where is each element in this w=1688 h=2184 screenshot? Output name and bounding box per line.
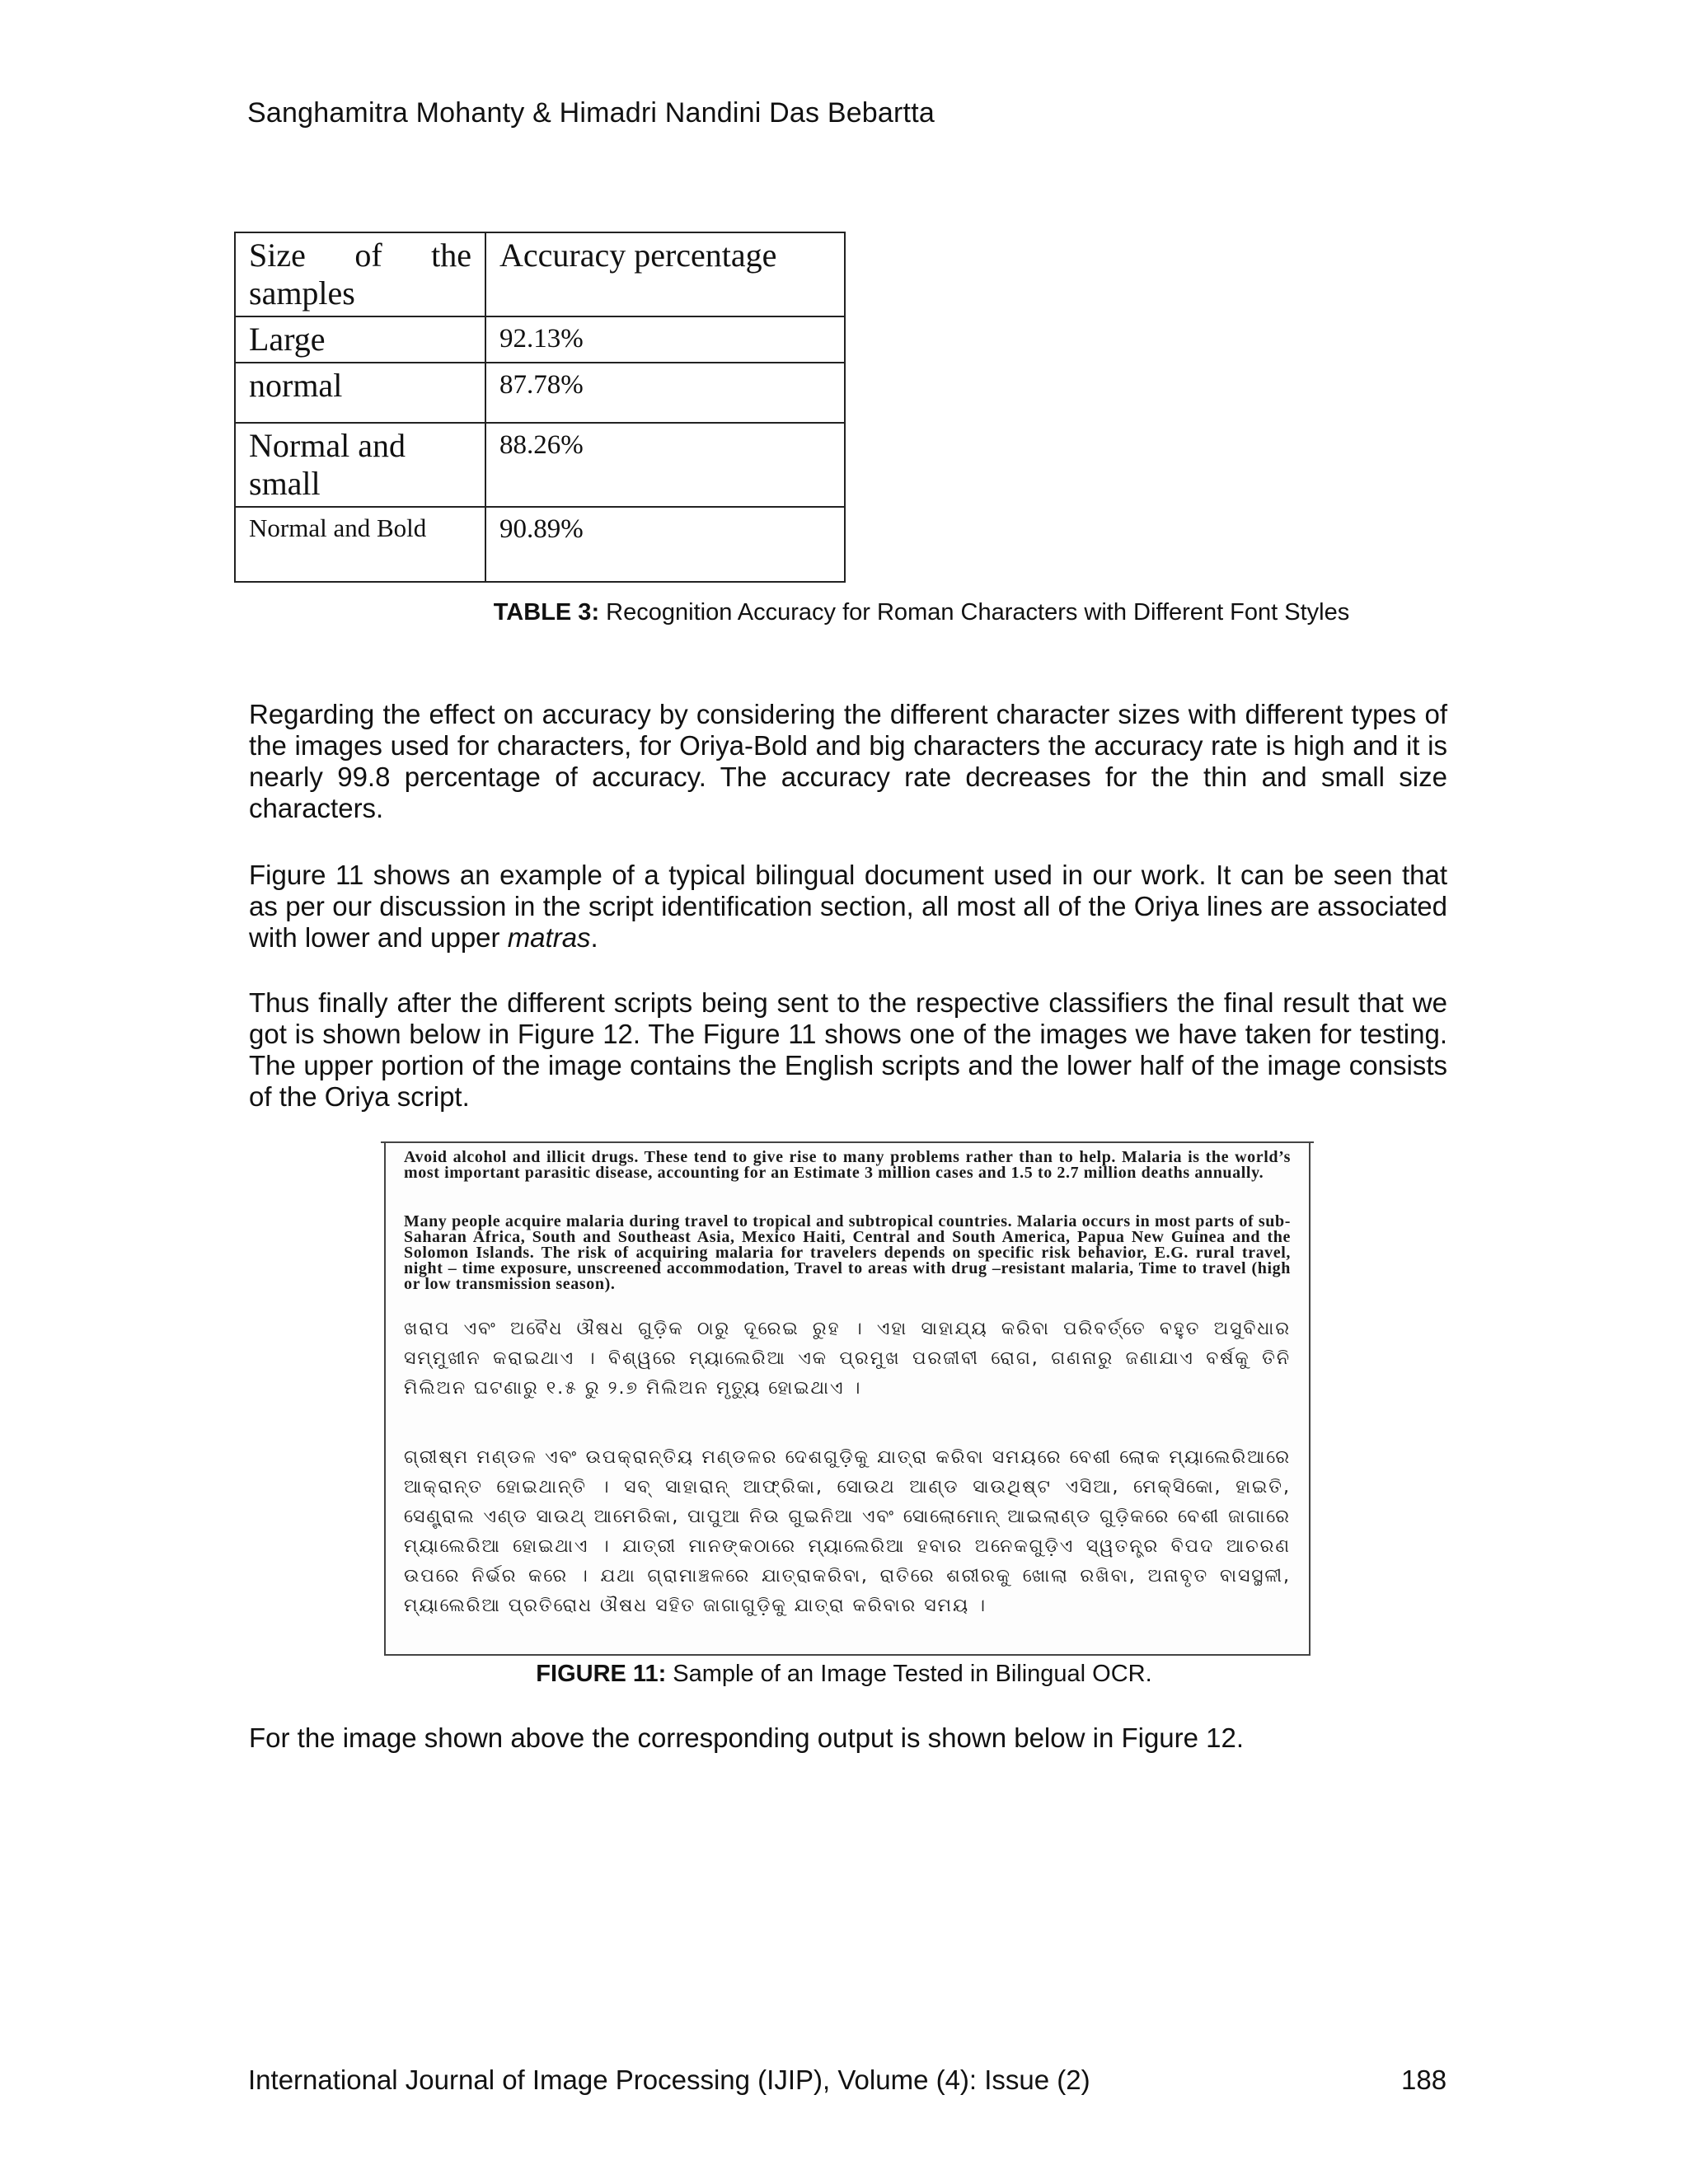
header-size-word: of bbox=[354, 237, 382, 274]
figure-caption bbox=[0, 1661, 1688, 1688]
header-size-word: the bbox=[431, 237, 471, 274]
paragraph: For the image shown above the corresponding output is shown below in Figure 12. bbox=[249, 1722, 1245, 1753]
accuracy-cell: 90.89% bbox=[485, 507, 845, 582]
header-size-line2: samples bbox=[249, 274, 355, 312]
size-cell: Large bbox=[235, 316, 485, 363]
running-head: Sanghamitra Mohanty & Himadri Nandini Das Bebartta bbox=[247, 97, 935, 129]
accuracy-cell: 88.26% bbox=[485, 423, 845, 507]
figure-caption-text: Sample of an Image Tested in Bilingual OCR. bbox=[666, 1661, 1152, 1687]
size-cell: Normal and Bold bbox=[235, 507, 485, 582]
header-size-word: Size bbox=[249, 237, 306, 274]
table-row bbox=[235, 363, 845, 423]
accuracy-cell: 87.78% bbox=[485, 363, 845, 423]
paragraph-text: . bbox=[590, 922, 598, 953]
page-number: 188 bbox=[1401, 2064, 1447, 2095]
header-size-line1 bbox=[249, 237, 471, 274]
accuracy-cell: 92.13% bbox=[485, 316, 845, 363]
figure-caption-label: FIGURE 11: bbox=[536, 1661, 667, 1687]
paragraph: Regarding the effect on accuracy by considering the different character sizes with different types of the images used for characters, for Oriya-Bold and big characters the accuracy rate is high and it is nearly 99.8 percentage of accuracy. The accuracy rate decreases for the thin and small size characters. bbox=[249, 699, 1447, 823]
figure-oriya-paragraph: ଖରାପ ଏବଂ ଅବୈଧ ଔଷଧ ଗୁଡ଼ିକ ଠାରୁ ଦୂରେଇ ରୁହ । ଏହା ସାହାଯ୍ୟ କରିବା ପରିବର୍ତ୍ତେ ବହୁତ ଅସୁବିଧାର ସମ୍ମୁଖୀନ କରାଇଥାଏ । ବିଶ୍ୱରେ ମ୍ୟାଲେରିଆ ଏକ ପ୍ରମୁଖ ପରଜୀବୀ ରୋଗ, ଗଣନାରୁ ଜଣାଯାଏ ବର୍ଷକୁ ତିନି ମିଲିଅନ ଘଟଣାରୁ ୧.୫ ରୁ ୨.୭ ମିଲିଅନ ମୃତ୍ୟୁ ହୋଇଥାଏ । bbox=[404, 1319, 1291, 1399]
figure-oriya-paragraph: ଗ୍ରୀଷ୍ମ ମଣ୍ଡଳ ଏବଂ ଉପକ୍ରାନ୍ତିୟ ମଣ୍ଡଳର ଦେଶଗୁଡ଼ିକୁ ଯାତ୍ରା କରିବା ସମୟରେ ବେଶୀ ଲୋକ ମ୍ୟାଲେରିଆରେ ଆକ୍ରାନ୍ତ ହୋଇଥାନ୍ତି । ସବ୍ ସାହାରାନ୍ ଆଫ୍ରିକା, ସୋଉଥ ଆଣ୍ଡ ସାଉଥିଷ୍ଟ ଏସିଆ, ମେକ୍ସିକୋ, ହାଇତି, ସେଣ୍ଟ୍ରାଲ ଏଣ୍ଡ ସାଉଥ୍ ଆମେରିକା, ପାପୁଆ ନିଉ ଗୁଇନିଆ ଏବଂ ସୋଲୋମୋନ୍ ଆଇଲାଣ୍ଡ ଗୁଡ଼ିକରେ ବେଶୀ ଜାଗାରେ ମ୍ୟାଲେରିଆ ହୋଇଥାଏ । ଯାତ୍ରୀ ମାନଙ୍କଠାରେ ମ୍ୟାଲେରିଆ ହବାର ଅନେକଗୁଡ଼ିଏ ସ୍ୱତନ୍ତ୍ର ବିପଦ ଆଚରଣ ଉପରେ ନିର୍ଭର କରେ । ଯଥା ଗ୍ରାମାଞ୍ଚଳରେ ଯାତ୍ରାକରିବା, ରାତିରେ ଶରୀରକୁ ଖୋଲା ରଖିବା, ଅନାବୃତ ବାସସ୍ଥଳୀ, ମ୍ୟାଲେରିଆ ପ୍ରତିରୋଧ ଔଷଧ ସହିତ ଜାଗାଗୁଡ଼ିକୁ ଯାତ୍ରା କରିବାର ସମୟ । bbox=[404, 1447, 1291, 1616]
figure-english-paragraph: Many people acquire malaria during travel to tropical and subtropical countries. Malaria occurs in most parts of sub-Saharan Africa, South and Southeast Asia, Mexico Haiti, Central and South America, Papua New Guinea and the Solomon Islands. The risk of acquiring malaria for travelers depends on specific risk behavior, E.G. rural travel, night – time exposure, unscreened accommodation, Travel to areas with drug –resistant malaria, Time to travel (high or low transmission season). bbox=[404, 1212, 1291, 1293]
paragraph-text: Figure 11 shows an example of a typical bilingual document used in our work. It can be seen that as per our discussion in the script identification section, all most all of the Oriya lines are associated with lower and upper bbox=[249, 860, 1447, 953]
table-header-row bbox=[235, 232, 845, 316]
table-row bbox=[235, 423, 845, 507]
accuracy-table bbox=[234, 232, 846, 583]
table-caption-text: Recognition Accuracy for Roman Characters with Different Font Styles bbox=[599, 599, 1350, 626]
paragraph: Thus finally after the different scripts being sent to the respective classifiers the final result that we got is shown below in Figure 12. The Figure 11 shows one of the images we have taken for testing. The upper portion of the image contains the English scripts and the lower half of the image consists of the Oriya script. bbox=[249, 987, 1447, 1112]
size-cell: normal bbox=[235, 363, 485, 423]
table-caption-label: TABLE 3: bbox=[493, 599, 600, 626]
table-caption bbox=[77, 599, 1688, 626]
header-size-cell bbox=[235, 232, 485, 316]
figure-english-paragraph: Avoid alcohol and illicit drugs. These tend to give rise to many problems rather than to help. Malaria is the world’s most important parasitic disease, accounting for an Estimate 3 million cases and 1.5 to 2.7 million deaths annually. bbox=[404, 1148, 1291, 1182]
table-row bbox=[235, 507, 845, 582]
header-accuracy-cell: Accuracy percentage bbox=[485, 232, 845, 316]
size-cell: Normal and small bbox=[235, 423, 485, 507]
paragraph-italic: matras bbox=[507, 922, 591, 953]
footer-journal: International Journal of Image Processing (IJIP), Volume (4): Issue (2) bbox=[248, 2064, 1090, 2095]
paragraph bbox=[249, 860, 1447, 954]
figure-image bbox=[384, 1141, 1311, 1656]
table-row bbox=[235, 316, 845, 363]
